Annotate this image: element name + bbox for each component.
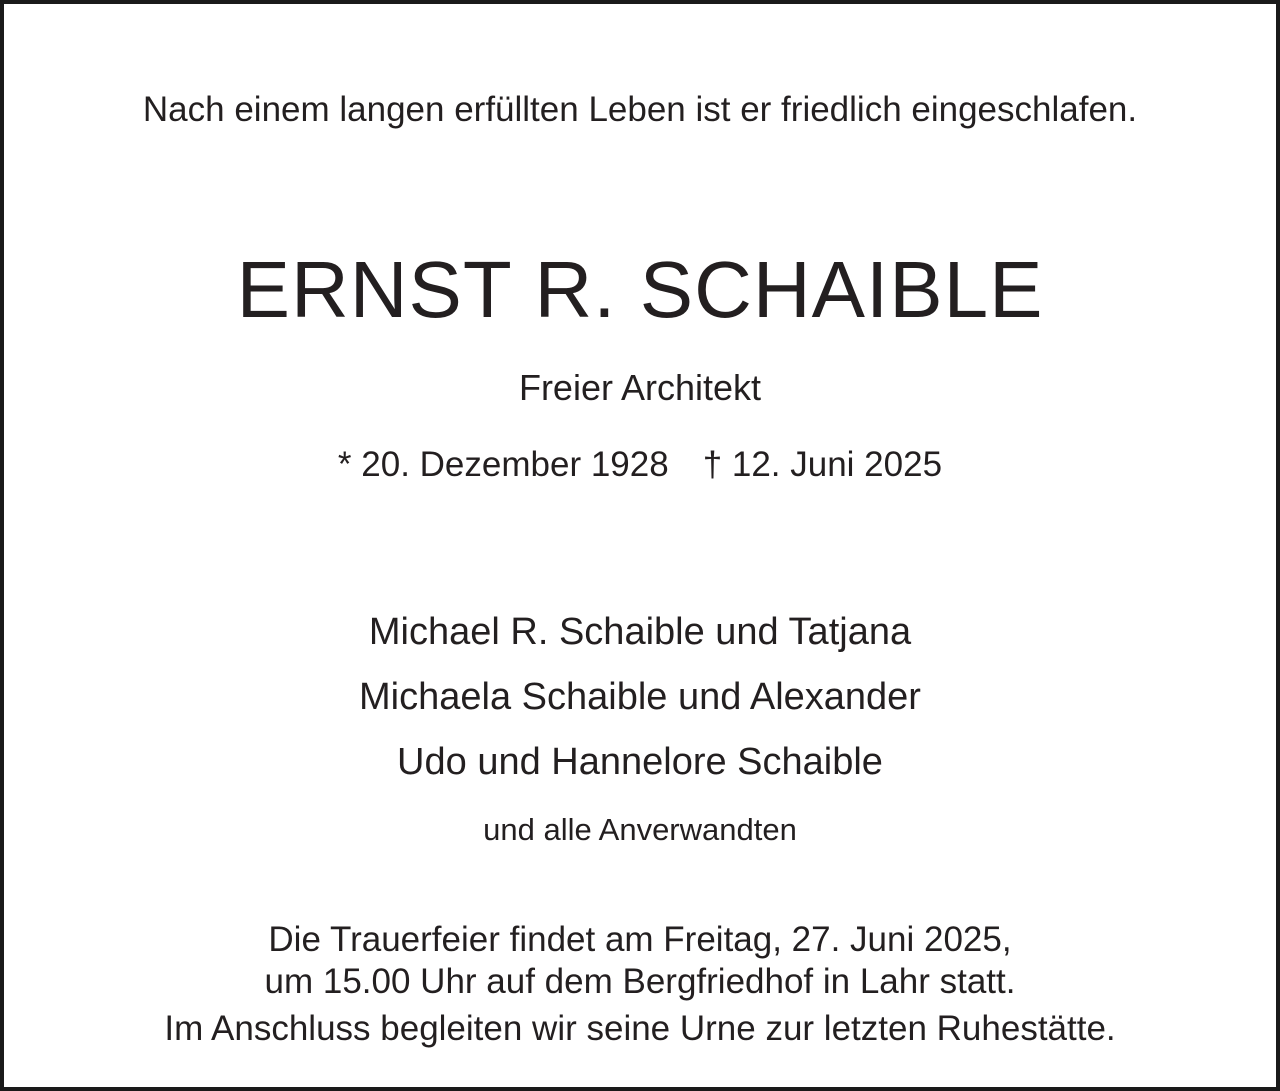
profession: Freier Architekt [518,367,762,408]
relatives-text: und alle Anverwandten [483,812,797,847]
deceased-name: ERNST R. SCHAIBLE [236,245,1044,334]
life-dates [4,447,1276,482]
intro-text: Nach einem langen erfüllten Leben ist er friedlich eingeschlafen. [142,90,1138,129]
service-line: Die Trauerfeier findet am Freitag, 27. Juni 2025, [268,920,1012,959]
mourner-line: Udo und Hannelore Schaible [397,741,883,783]
birth-date: * 20. Dezember 1928 [337,445,669,484]
service-line: Im Anschluss begleiten wir seine Urne zur letzten Ruhestätte. [164,1009,1116,1048]
death-date: † 12. Juni 2025 [702,445,943,484]
mourner-line: Michaela Schaible und Alexander [359,676,921,718]
mourner-line: Michael R. Schaible und Tatjana [368,611,912,653]
service-line: um 15.00 Uhr auf dem Bergfriedhof in Lahr statt. [264,962,1016,1001]
